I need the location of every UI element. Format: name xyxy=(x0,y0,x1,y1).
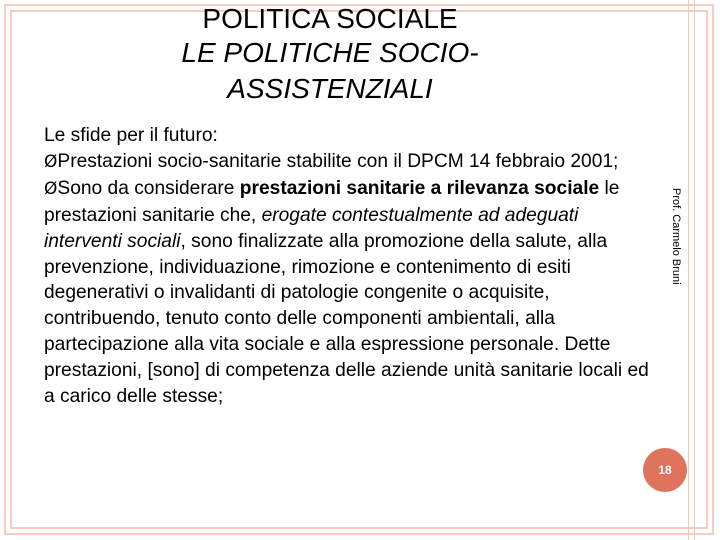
bullet-item-2 xyxy=(44,176,654,410)
decorative-line-right xyxy=(694,0,695,540)
bullet-2-text-c: , sono finalizzate alla promozione della salute, alla prevenzione, individuazione, rimozione e contenimento di esiti degenerativi o invalidanti di patologie congenite o acquisite, contribuendo, tenuto conto delle componenti ambientali, alla partecipazione alla vita sociale e alla espressione personale. Dette prestazioni, [sono] di competenza delle aziende unità sanitarie locali ed a carico delle stesse; xyxy=(44,230,649,408)
arrow-bullet-icon: Ø xyxy=(44,178,58,199)
bullet-item-1 xyxy=(44,149,654,176)
bullet-2-italic: erogate contestualmente ad adeguati interventi sociali xyxy=(44,204,579,252)
author-sidebar-text: Prof. Carmelo Bruni xyxy=(670,188,682,285)
bullet-2-text-b: le prestazioni sanitarie che, xyxy=(44,177,620,226)
intro-text: Le sfide per il futuro: xyxy=(44,125,218,146)
title-line-3: ASSISTENZIALI xyxy=(227,73,433,104)
decorative-line-left xyxy=(688,0,689,540)
bullet-2-text-a: Sono da considerare xyxy=(57,177,240,199)
title-line-1: POLITICA SOCIALE xyxy=(202,3,458,34)
title-line-2: LE POLITICHE SOCIO- xyxy=(181,37,479,68)
arrow-bullet-icon: Ø xyxy=(44,151,58,172)
bullet-1-text: Prestazioni socio-sanitarie stabilite con il DPCM 14 febbraio 2001; xyxy=(57,150,619,172)
page-number-badge: 18 xyxy=(643,448,687,492)
slide-body xyxy=(44,123,654,410)
bullet-2-bold: prestazioni sanitarie a rilevanza sociale xyxy=(239,177,600,199)
